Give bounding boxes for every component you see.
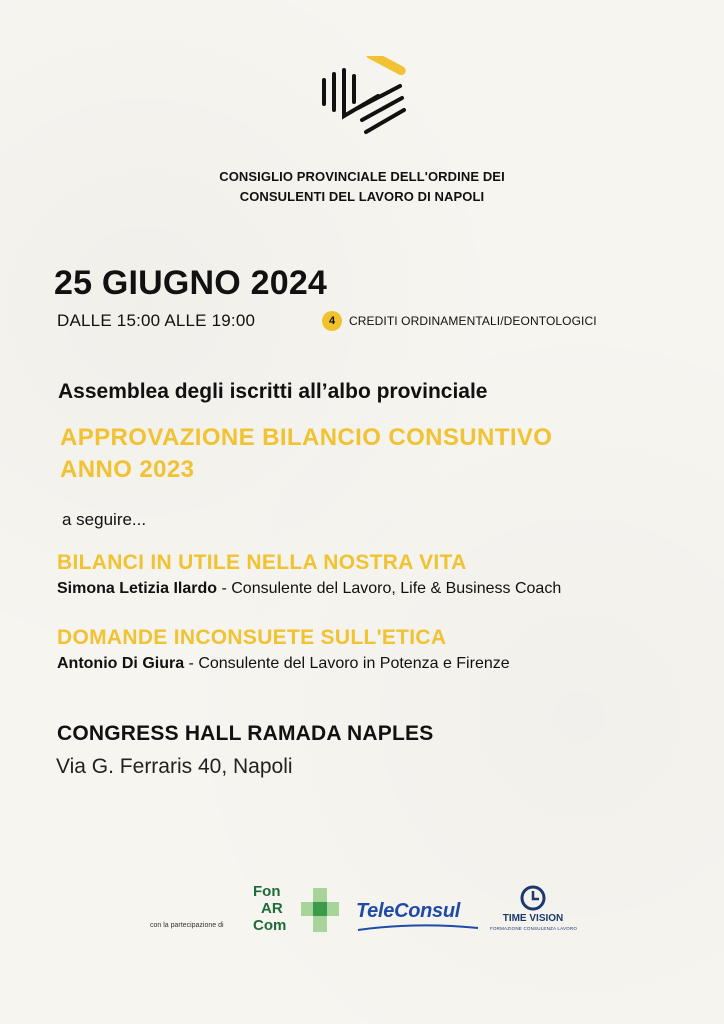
- organization-name: [0, 167, 724, 207]
- teleconsul-swoosh-icon: [356, 924, 480, 932]
- teleconsul-wordmark: TeleConsul: [356, 900, 461, 922]
- assembly-subject-line-1: APPROVAZIONE BILANCIO CONSUNTIVO: [60, 424, 553, 451]
- timevision-name: TIME VISION: [502, 913, 564, 924]
- speaker-role-2: - Consulente del Lavoro in Potenza e Firenze: [184, 655, 510, 672]
- assembly-subject: [60, 422, 552, 486]
- fonarcom-word-1: Fon: [253, 883, 281, 900]
- order-logo: [318, 56, 410, 152]
- fonarcom-logo: [253, 884, 343, 936]
- speaker-name-1: Simona Letizia Ilardo: [57, 580, 218, 597]
- timevision-tagline: FORMAZIONE CONSULENZA LAVORO: [490, 926, 578, 931]
- timevision-logo: [490, 884, 576, 936]
- following-label: a seguire...: [62, 510, 147, 529]
- talk-speaker-line-2: [57, 655, 510, 673]
- org-line-2: CONSULENTI DEL LAVORO DI NAPOLI: [239, 189, 485, 204]
- fonarcom-word-3: Com: [253, 917, 287, 934]
- fonarcom-word-2: AR: [261, 900, 283, 917]
- assembly-subject-line-2: ANNO 2023: [60, 456, 195, 483]
- talk-title-2: DOMANDE INCONSUETE SULL'ETICA: [57, 626, 447, 649]
- timevision-clock-icon: [519, 884, 547, 912]
- credits-badge: 4: [322, 311, 342, 331]
- speaker-role-1: - Consulente del Lavoro, Life & Business Coach: [217, 580, 562, 597]
- event-time: DALLE 15:00 ALLE 19:00: [57, 311, 256, 330]
- assembly-title: Assemblea degli iscritti all’albo provinciale: [58, 380, 488, 403]
- teleconsul-logo: [356, 896, 480, 932]
- speaker-name-2: Antonio Di Giura: [57, 655, 185, 672]
- credits-label: CREDITI ORDINAMENTALI/DEONTOLOGICI: [349, 314, 597, 328]
- talk-speaker-line-1: [57, 580, 561, 598]
- event-date: 25 GIUGNO 2024: [54, 264, 328, 302]
- partners-label: con la partecipazione di: [150, 922, 224, 929]
- venue-name: CONGRESS HALL RAMADA NAPLES: [57, 722, 434, 745]
- venue-address: Via G. Ferraris 40, Napoli: [56, 755, 293, 778]
- fonarcom-cross-icon: [299, 886, 341, 934]
- org-line-1: CONSIGLIO PROVINCIALE DELL'ORDINE DEI: [219, 169, 505, 184]
- talk-title-1: BILANCI IN UTILE NELLA NOSTRA VITA: [57, 551, 467, 574]
